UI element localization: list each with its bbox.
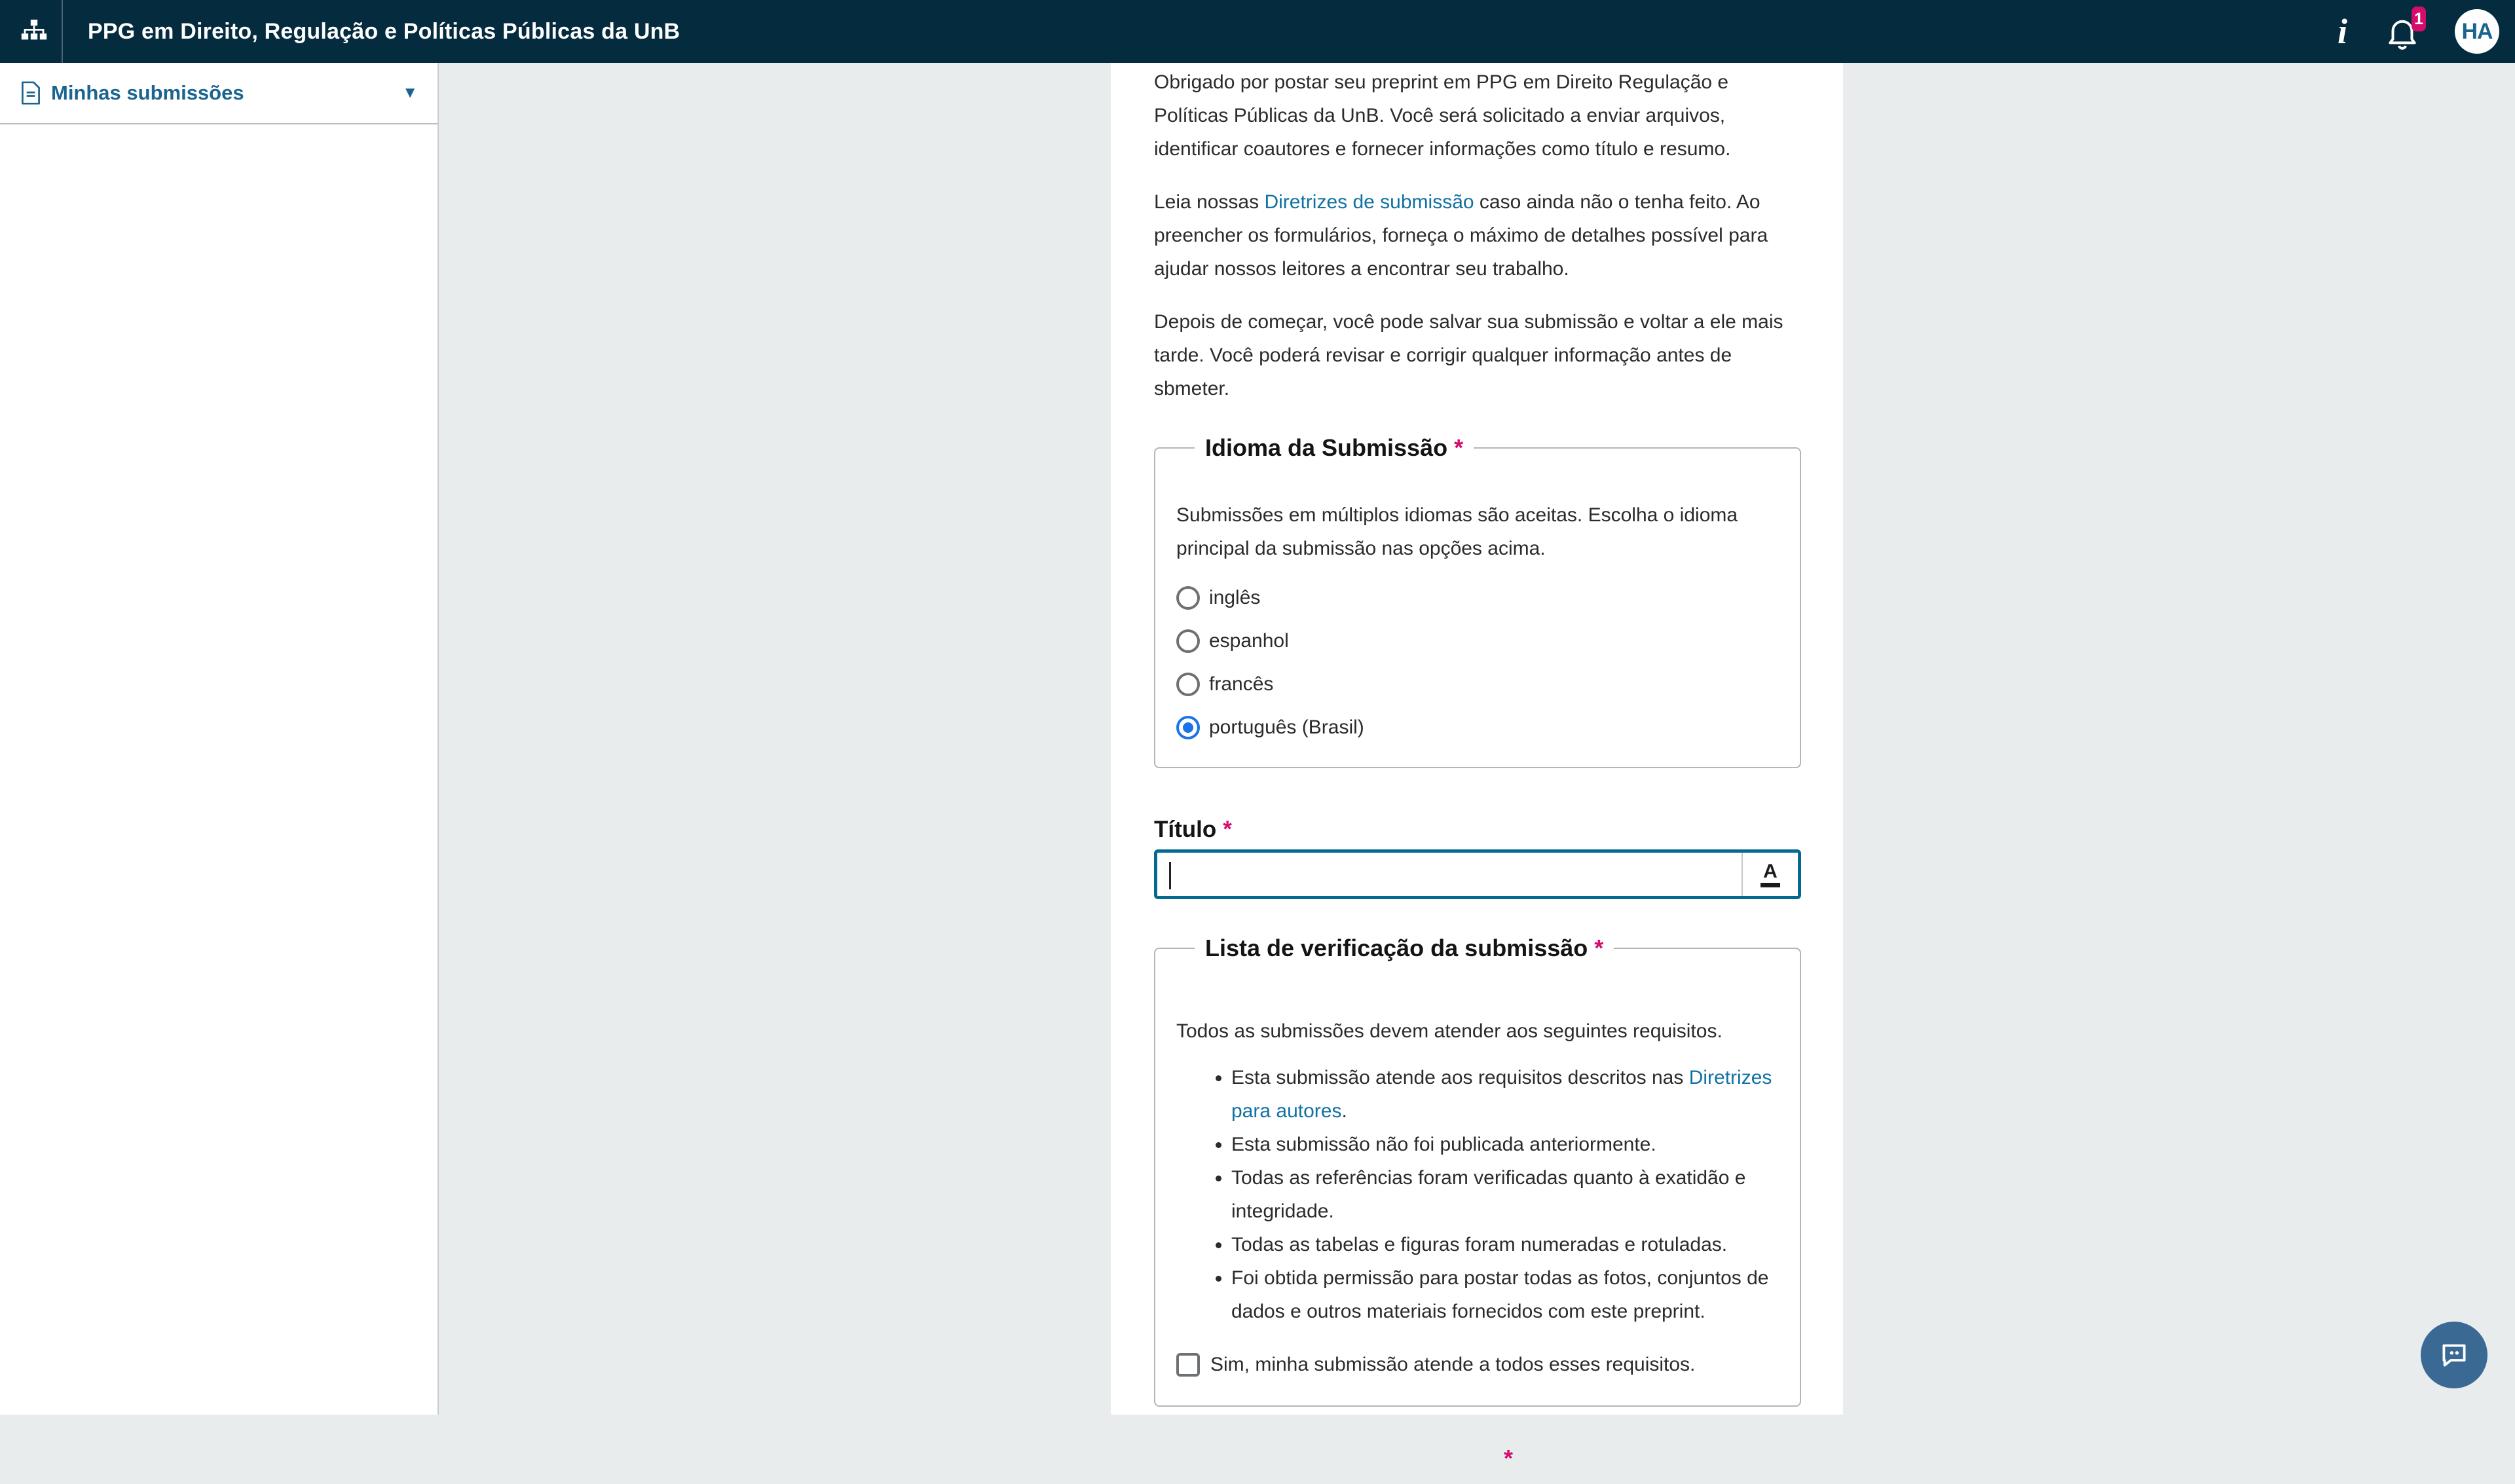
- radio-option-spanish[interactable]: espanhol: [1176, 624, 1779, 658]
- sidebar-item-my-submissions[interactable]: [0, 63, 438, 124]
- radio-icon[interactable]: [1176, 716, 1200, 739]
- checklist-item: • Todas as referências foram verificadas quanto à exatidão e integridade.: [1231, 1161, 1779, 1228]
- checklist-items: [1176, 1061, 1779, 1328]
- submission-wizard-panel: [1111, 63, 1843, 1472]
- radio-option-english[interactable]: inglês: [1176, 581, 1779, 615]
- submission-checklist-group: [1154, 935, 1801, 1407]
- submission-guidelines-link[interactable]: Diretrizes de submissão: [1264, 191, 1474, 213]
- required-asterisk: *: [1504, 1445, 1514, 1472]
- site-title: PPG em Direito, Regulação e Políticas Públicas da UnB: [88, 18, 680, 44]
- checklist-description: Todos as submissões devem atender aos seguintes requisitos.: [1176, 1020, 1723, 1042]
- notification-badge: 1: [2412, 7, 2426, 31]
- format-a-icon: A: [1760, 861, 1780, 888]
- checklist-item: • Todas as tabelas e figuras foram numeradas e rotuladas.: [1231, 1228, 1779, 1261]
- radio-icon[interactable]: [1176, 586, 1200, 610]
- radio-icon[interactable]: [1176, 629, 1200, 653]
- required-asterisk: *: [1594, 935, 1604, 961]
- radio-option-french[interactable]: francês: [1176, 667, 1779, 701]
- avatar[interactable]: HA: [2455, 9, 2499, 54]
- submission-language-description: Submissões em múltiplos idiomas são aceitas. Escolha o idioma principal da submissão nas opções acima.: [1176, 504, 1738, 559]
- character-format-button[interactable]: [1742, 853, 1798, 896]
- checkbox-icon[interactable]: [1176, 1353, 1200, 1377]
- checklist-item: • Esta submissão atende aos requisitos descritos nas Diretrizes para autores.: [1231, 1061, 1779, 1128]
- required-asterisk: *: [1454, 434, 1464, 461]
- radio-option-portuguese-brazil[interactable]: português (Brasil): [1176, 711, 1779, 745]
- intro-p2-pre: Leia nossas: [1154, 191, 1265, 213]
- checklist-confirm-label: Sim, minha submissão atende a todos esses requisitos.: [1210, 1354, 1696, 1375]
- chat-bubble-icon: [2438, 1339, 2470, 1371]
- intro-paragraph-2: [1154, 185, 1801, 286]
- sidebar-item-label: Minhas submissões: [51, 81, 244, 104]
- submission-checklist-legend: Lista de verificação da submissão *: [1205, 935, 1604, 961]
- info-icon[interactable]: i: [2337, 12, 2347, 51]
- submission-language-group: [1154, 434, 1801, 768]
- radio-icon[interactable]: [1176, 673, 1200, 696]
- checklist-item: • Esta submissão não foi publicada anteriormente.: [1231, 1128, 1779, 1161]
- intro-paragraph-1: Obrigado por postar seu preprint em PPG em Direito Regulação e Políticas Públicas da UnB. Você será solicitado a enviar arquivos, identificar coautores e fornecer informações como título e resumo.: [1154, 71, 1731, 160]
- next-section-legend-clipped: [1497, 1445, 1801, 1484]
- author-guidelines-link[interactable]: Diretrizes para autores: [1231, 1067, 1772, 1122]
- caret-down-icon: ▼: [402, 84, 418, 102]
- chat-button[interactable]: [2421, 1322, 2487, 1388]
- intro-paragraph-3: Depois de começar, você pode salvar sua submissão e voltar a ele mais tarde. Você poderá revisar e corrigir qualquer informação antes de sbmeter.: [1154, 311, 1783, 399]
- header-divider: [62, 0, 63, 63]
- sitemap-icon[interactable]: [21, 18, 47, 45]
- sidebar: [0, 63, 439, 1415]
- title-field-label: Título *: [1154, 817, 1232, 842]
- submission-language-legend: Idioma da Submissão *: [1205, 434, 1464, 461]
- checklist-confirm-row[interactable]: [1176, 1348, 1779, 1382]
- required-asterisk: *: [1223, 817, 1232, 842]
- app-header: [0, 0, 2515, 63]
- intro-p2-post: caso ainda não o tenha feito. Ao preencher os formulários, forneça o máximo de detalhes possível para ajudar nossos leitores a encontrar seu trabalho.: [1154, 191, 1768, 280]
- text-cursor: [1169, 862, 1171, 889]
- main-area: [439, 63, 2515, 1472]
- title-input-wrap: [1154, 849, 1801, 899]
- language-options: [1176, 581, 1779, 745]
- notifications-button[interactable]: [2384, 10, 2423, 52]
- checklist-item: • Foi obtida permissão para postar todas as fotos, conjuntos de dados e outros materiais fornecidos com este preprint.: [1231, 1261, 1779, 1328]
- title-input[interactable]: [1157, 853, 1742, 896]
- document-icon: [21, 81, 41, 105]
